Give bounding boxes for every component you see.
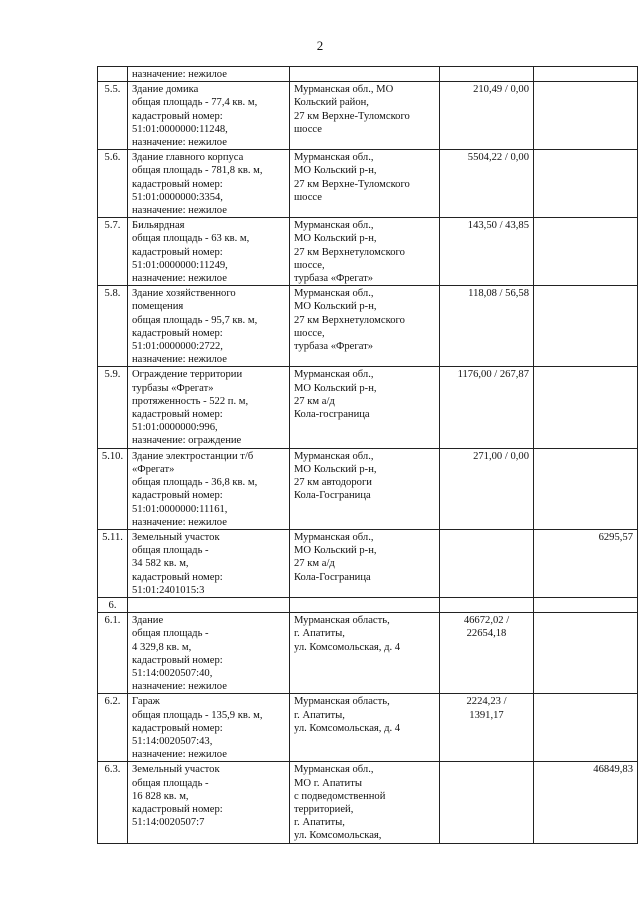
object-description-line: Гараж <box>132 696 160 708</box>
object-description-line: 4 329,8 кв. м, <box>132 641 192 653</box>
object-description-line: Здание хозяйственного <box>132 288 236 300</box>
cadastral-value-cell: 46849,83 <box>534 762 638 843</box>
object-description-line: 51:01:0000000:3354, <box>132 191 223 203</box>
object-description-cell <box>128 613 290 694</box>
object-address-line: ул. Комсомольская, <box>294 830 382 842</box>
object-description-line: помещения <box>132 301 184 313</box>
object-address-line: МО г. Апатиты <box>294 777 362 789</box>
object-description-cell <box>128 694 290 762</box>
book-value-line: 143,50 / 43,85 <box>467 220 529 232</box>
book-value-cell <box>440 597 534 612</box>
object-description-line: Ограждение территории <box>132 369 243 381</box>
object-description-line: Земельный участок <box>132 531 220 543</box>
item-number-cell: 5.8. <box>98 286 128 367</box>
object-address-line: Мурманская область, <box>294 615 390 627</box>
object-address-cell <box>290 82 440 150</box>
object-description-line: протяженность - 522 п. м, <box>132 395 249 407</box>
cadastral-value-cell <box>534 67 638 82</box>
book-value-cell <box>440 367 534 448</box>
object-description-cell <box>128 762 290 843</box>
book-value-line: 210,49 / 0,00 <box>473 84 529 96</box>
object-description-line: назначение: нежилое <box>132 749 227 761</box>
object-address-cell <box>290 448 440 529</box>
object-address-line: Мурманская обл., <box>294 531 374 543</box>
object-address-line: МО Кольский р-н, <box>294 545 377 557</box>
book-value-cell <box>440 67 534 82</box>
object-address-cell <box>290 529 440 597</box>
object-description-line: назначение: нежилое <box>132 205 227 217</box>
object-description-cell <box>128 218 290 286</box>
book-value-cell <box>440 82 534 150</box>
object-address-line: Мурманская обл., <box>294 764 374 776</box>
object-description-line: кадастровый номер: <box>132 722 223 734</box>
object-description-line: общая площадь - 77,4 кв. м, <box>132 97 258 109</box>
book-value-cell <box>440 529 534 597</box>
book-value-line: 5504,22 / 0,00 <box>467 152 529 164</box>
item-number-cell: 5.11. <box>98 529 128 597</box>
object-address-line: шоссе, <box>294 327 325 339</box>
book-value-line: 2224,23 / <box>466 696 507 708</box>
object-description-line: 16 828 кв. м, <box>132 790 189 802</box>
item-number-cell: 5.7. <box>98 218 128 286</box>
object-address-cell <box>290 613 440 694</box>
object-address-line: г. Апатиты, <box>294 817 345 829</box>
table-row <box>98 150 638 218</box>
object-description-line: назначение: ограждение <box>132 435 242 447</box>
cadastral-value-cell <box>534 448 638 529</box>
object-address-line: Мурманская обл., <box>294 450 374 462</box>
book-value-line: 22654,18 <box>466 628 507 640</box>
item-number-cell: 6.1. <box>98 613 128 694</box>
object-address-line: шоссе <box>294 191 322 203</box>
cadastral-value-cell <box>534 286 638 367</box>
object-address-cell <box>290 367 440 448</box>
table-row <box>98 286 638 367</box>
object-address-line: ул. Комсомольская, д. 4 <box>294 722 401 734</box>
object-description-line: общая площадь - 63 кв. м, <box>132 233 250 245</box>
object-description-line: кадастровый номер: <box>132 803 223 815</box>
object-description-line: 34 582 кв. м, <box>132 558 189 570</box>
object-address-line: с подведомственной <box>294 790 386 802</box>
book-value-line: 46672,02 / <box>463 615 510 627</box>
object-description-cell <box>128 597 290 612</box>
object-address-line: турбаза «Фрегат» <box>294 341 374 353</box>
object-description-cell <box>128 67 290 82</box>
object-address-line: 27 км Верхне-Туломского <box>294 110 410 122</box>
cadastral-value-cell: 6295,57 <box>534 529 638 597</box>
object-description-line: назначение: нежилое <box>132 273 227 285</box>
object-description-line: кадастровый номер: <box>132 409 223 421</box>
object-address-line: МО Кольский р-н, <box>294 463 377 475</box>
object-description-line: кадастровый номер: <box>132 654 223 666</box>
object-address-line: Мурманская обл., <box>294 369 374 381</box>
object-address-line: 27 км автодороги <box>294 477 372 489</box>
object-description-line: 51:14:0020507:7 <box>132 817 205 829</box>
object-address-line: Кола-Госграница <box>294 490 371 502</box>
object-description-line: назначение: нежилое <box>132 354 227 366</box>
object-description-line: кадастровый номер: <box>132 178 223 190</box>
table-row <box>98 694 638 762</box>
item-number-cell: 5.5. <box>98 82 128 150</box>
book-value-cell <box>440 448 534 529</box>
item-number-cell: 6. <box>98 597 128 612</box>
object-description-line: общая площадь - 36,8 кв. м, <box>132 477 258 489</box>
object-description-line: 51:01:0000000:11161, <box>132 503 228 515</box>
object-address-line: МО Кольский р-н, <box>294 233 377 245</box>
object-address-line: г. Апатиты, <box>294 628 345 640</box>
book-value-line: 1176,00 / 267,87 <box>457 369 529 381</box>
book-value-cell <box>440 218 534 286</box>
object-address-line: 27 км Верхнетуломского <box>294 314 405 326</box>
object-description-line: кадастровый номер: <box>132 246 223 258</box>
object-description-cell <box>128 150 290 218</box>
object-address-line: МО Кольский р-н, <box>294 301 377 313</box>
table-row <box>98 529 638 597</box>
object-description-line: 51:01:2401015:3 <box>132 584 205 596</box>
object-description-line: назначение: нежилое <box>132 69 227 80</box>
book-value-line: 271,00 / 0,00 <box>473 450 529 462</box>
object-address-line: Мурманская обл., <box>294 220 374 232</box>
object-address-line: 27 км а/д <box>294 395 335 407</box>
object-address-line: ул. Комсомольская, д. 4 <box>294 641 401 653</box>
cadastral-value-cell <box>534 694 638 762</box>
object-description-line: общая площадь - 781,8 кв. м, <box>132 165 263 177</box>
item-number-cell: 5.10. <box>98 448 128 529</box>
object-description-line: кадастровый номер: <box>132 571 223 583</box>
object-description-line: турбазы «Фрегат» <box>132 382 214 394</box>
object-description-cell <box>128 82 290 150</box>
cadastral-value-cell <box>534 613 638 694</box>
book-value-line: 118,08 / 56,58 <box>468 288 529 300</box>
object-address-line: Мурманская обл., <box>294 152 374 164</box>
object-address-line: территорией, <box>294 803 354 815</box>
object-description-line: 51:14:0020507:40, <box>132 667 213 679</box>
object-address-line: МО Кольский р-н, <box>294 382 377 394</box>
object-description-line: Здание главного корпуса <box>132 152 244 164</box>
table-row <box>98 82 638 150</box>
book-value-cell <box>440 286 534 367</box>
table-row <box>98 448 638 529</box>
object-description-line: Здание электростанции т/б <box>132 450 254 462</box>
object-description-cell <box>128 529 290 597</box>
object-description-line: 51:01:0000000:11248, <box>132 123 228 135</box>
item-number-cell <box>98 67 128 82</box>
item-number-cell: 6.2. <box>98 694 128 762</box>
table-row <box>98 597 638 612</box>
object-address-cell <box>290 286 440 367</box>
book-value-line: 1391,17 <box>469 709 504 721</box>
object-description-line: общая площадь - 135,9 кв. м, <box>132 709 263 721</box>
object-address-cell <box>290 150 440 218</box>
object-description-cell <box>128 286 290 367</box>
object-description-cell <box>128 448 290 529</box>
object-description-line: Здание <box>132 615 164 627</box>
object-address-line: 27 км а/д <box>294 558 335 570</box>
object-address-line: Мурманская область, <box>294 696 390 708</box>
object-description-line: назначение: нежилое <box>132 516 227 528</box>
object-address-line: Кола-Госграница <box>294 571 371 583</box>
object-address-cell <box>290 694 440 762</box>
object-address-line: шоссе, <box>294 259 325 271</box>
object-description-cell <box>128 367 290 448</box>
object-description-line: общая площадь - <box>132 777 209 789</box>
object-address-line: турбаза «Фрегат» <box>294 273 374 285</box>
cadastral-value-cell <box>534 597 638 612</box>
object-address-cell <box>290 597 440 612</box>
object-description-line: 51:14:0020507:43, <box>132 735 213 747</box>
book-value-cell <box>440 694 534 762</box>
object-description-line: 51:01:0000000:996, <box>132 422 218 434</box>
item-number-cell: 5.6. <box>98 150 128 218</box>
cadastral-value-cell <box>534 150 638 218</box>
object-description-line: Бильярдная <box>132 220 185 232</box>
object-description-line: общая площадь - <box>132 628 209 640</box>
object-description-line: 51:01:0000000:2722, <box>132 341 223 353</box>
object-description-line: 51:01:0000000:11249, <box>132 259 228 271</box>
object-address-line: 27 км Верхне-Туломского <box>294 178 410 190</box>
object-address-cell <box>290 67 440 82</box>
object-address-line: шоссе <box>294 123 322 135</box>
object-description-line: общая площадь - <box>132 545 209 557</box>
object-address-line: г. Апатиты, <box>294 709 345 721</box>
object-description-line: кадастровый номер: <box>132 110 223 122</box>
table-row <box>98 67 638 82</box>
object-address-line: МО Кольский р-н, <box>294 165 377 177</box>
property-registry-table <box>97 66 638 844</box>
object-description-line: общая площадь - 95,7 кв. м, <box>132 314 258 326</box>
item-number-cell: 6.3. <box>98 762 128 843</box>
object-description-line: «Фрегат» <box>132 463 175 475</box>
table-row <box>98 367 638 448</box>
object-description-line: Земельный участок <box>132 764 220 776</box>
object-address-line: 27 км Верхнетуломского <box>294 246 405 258</box>
object-address-line: Мурманская обл., МО <box>294 84 394 96</box>
object-description-line: кадастровый номер: <box>132 490 223 502</box>
object-address-cell <box>290 762 440 843</box>
book-value-cell <box>440 613 534 694</box>
object-address-line: Кольский район, <box>294 97 369 109</box>
cadastral-value-cell <box>534 218 638 286</box>
cadastral-value-cell <box>534 82 638 150</box>
object-address-line: Мурманская обл., <box>294 288 374 300</box>
table-row <box>98 613 638 694</box>
object-description-line: назначение: нежилое <box>132 137 227 149</box>
object-address-line: Кола-госграница <box>294 409 370 421</box>
book-value-cell <box>440 762 534 843</box>
object-description-line: кадастровый номер: <box>132 327 223 339</box>
object-description-line: назначение: нежилое <box>132 681 227 693</box>
object-description-line: Здание домика <box>132 84 199 96</box>
table-row <box>98 218 638 286</box>
page-number: 2 <box>316 38 324 53</box>
object-address-cell <box>290 218 440 286</box>
cadastral-value-cell <box>534 367 638 448</box>
book-value-cell <box>440 150 534 218</box>
item-number-cell: 5.9. <box>98 367 128 448</box>
table-row <box>98 762 638 843</box>
